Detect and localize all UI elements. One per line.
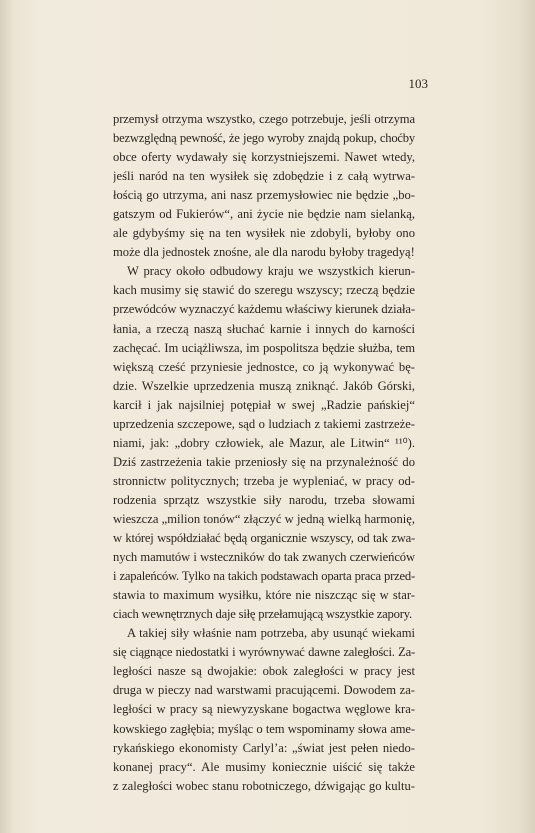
text-line: się ciągnące niedostatki i wyrównywać dawne zaległości. Za-: [113, 645, 415, 660]
text-line: karcił i jak najsilniej potępiał w swej „Radzie pańskiej“: [113, 397, 415, 412]
body-text: [113, 110, 415, 796]
text-line: ale gdybyśmy się na ten wysiłek nie zdobyli, byłoby ono: [113, 226, 415, 241]
text-line: uprzedzenia szczepowe, sąd o ludziach z takiemi zastrzeże-: [113, 416, 415, 431]
text-line: A takiej siły właśnie nam potrzeba, aby usunąć wiekami: [127, 626, 415, 641]
text-line: jeśli naród na ten wysiłek się zdobędzie i z całą wytrwa-: [113, 169, 415, 184]
text-line: kach musimy się stawić do szeregu wszyscy; rzeczą będzie: [113, 283, 415, 298]
text-line: dzie. Wszelkie uprzedzenia muszą zniknąć. Jakób Górski,: [113, 378, 415, 393]
text-line: W pracy około odbudowy kraju we wszystkich kierun-: [127, 264, 415, 279]
text-line: gatszym od Fukierów“, ani życie nie będzie nam sielanką,: [113, 207, 415, 222]
text-line: i zapaleńców. Tylko na takich podstawach oparta praca przed-: [113, 569, 415, 584]
text-line: druga w pieczy nad warstwami pracującemi. Dowodem za-: [113, 683, 415, 698]
text-line: obce oferty wydawały się korzystniejszemi. Nawet wtedy,: [113, 150, 415, 165]
text-line: stronnictw politycznych; trzeba je wypleniać, w pracy od-: [113, 473, 415, 488]
text-line: bezwzględną pewność, że jego wyroby znajdą pokup, choćby: [113, 131, 415, 146]
text-line: konanej pracy“. Ale musimy koniecznie uiścić się także: [113, 759, 415, 774]
text-line: niami, jak: „dobry człowiek, ale Mazur, ale Litwin“ ¹¹⁰).: [113, 435, 415, 450]
text-line: nych mamutów i wsteczników do tak zwanych czerwieńców: [113, 550, 415, 565]
text-line: ciach wewnętrznych daje siłę przełamującą wszystkie zapory.: [113, 607, 412, 622]
text-line: Dziś zastrzeżenia takie przeniosły się na przynależność do: [113, 454, 415, 469]
text-line: łania, a rzeczą naszą słuchać karnie i innych do karności: [113, 321, 415, 336]
text-line: łością go utrzyma, ani nasz przemysłowiec nie będzie „bo-: [113, 188, 415, 203]
text-line: może dla jednostek znośne, ale dla narodu byłoby tragedyą!: [113, 245, 415, 260]
text-line: większą cześć przyniesie jednostce, co ją wykonywać bę-: [113, 359, 415, 374]
text-line: kowskiego zagłębia; myśląc o tem wspominamy słowa ame-: [113, 721, 415, 736]
text-line: przemysł otrzyma wszystko, czego potrzebuje, jeśli otrzyma: [113, 112, 415, 126]
text-line: z zaległości wobec stanu robotniczego, dźwigając go kultu-: [113, 778, 415, 793]
text-line: ległości w pracy są niewyzyskane bogactwa węglowe kra-: [113, 702, 415, 717]
text-line: przewódców wyznaczyć każdemu właściwy kierunek działa-: [113, 302, 415, 317]
text-line: rodzenia sprzątz wszystkie siły narodu, trzeba słowami: [113, 492, 415, 507]
text-line: ległości nasze są dwojakie: obok zaległości w pracy jest: [113, 664, 415, 679]
text-line: stawia to maximum wysiłku, które nie niszcząc się w star-: [113, 588, 415, 603]
page-number: 103: [408, 76, 428, 91]
text-line: wieszcza „milion tonów“ złączyć w jedną wielką harmonię,: [113, 511, 415, 526]
text-line: w której współdziałać będą organicznie wszyscy, od tak zwa-: [113, 531, 415, 546]
text-line: zachęcać. Im uciążliwsza, im pospolitsza będzie służba, tem: [113, 340, 415, 355]
text-line: rykańskiego ekonomisty Carlyl’a: „świat jest pełen niedo-: [113, 740, 415, 755]
